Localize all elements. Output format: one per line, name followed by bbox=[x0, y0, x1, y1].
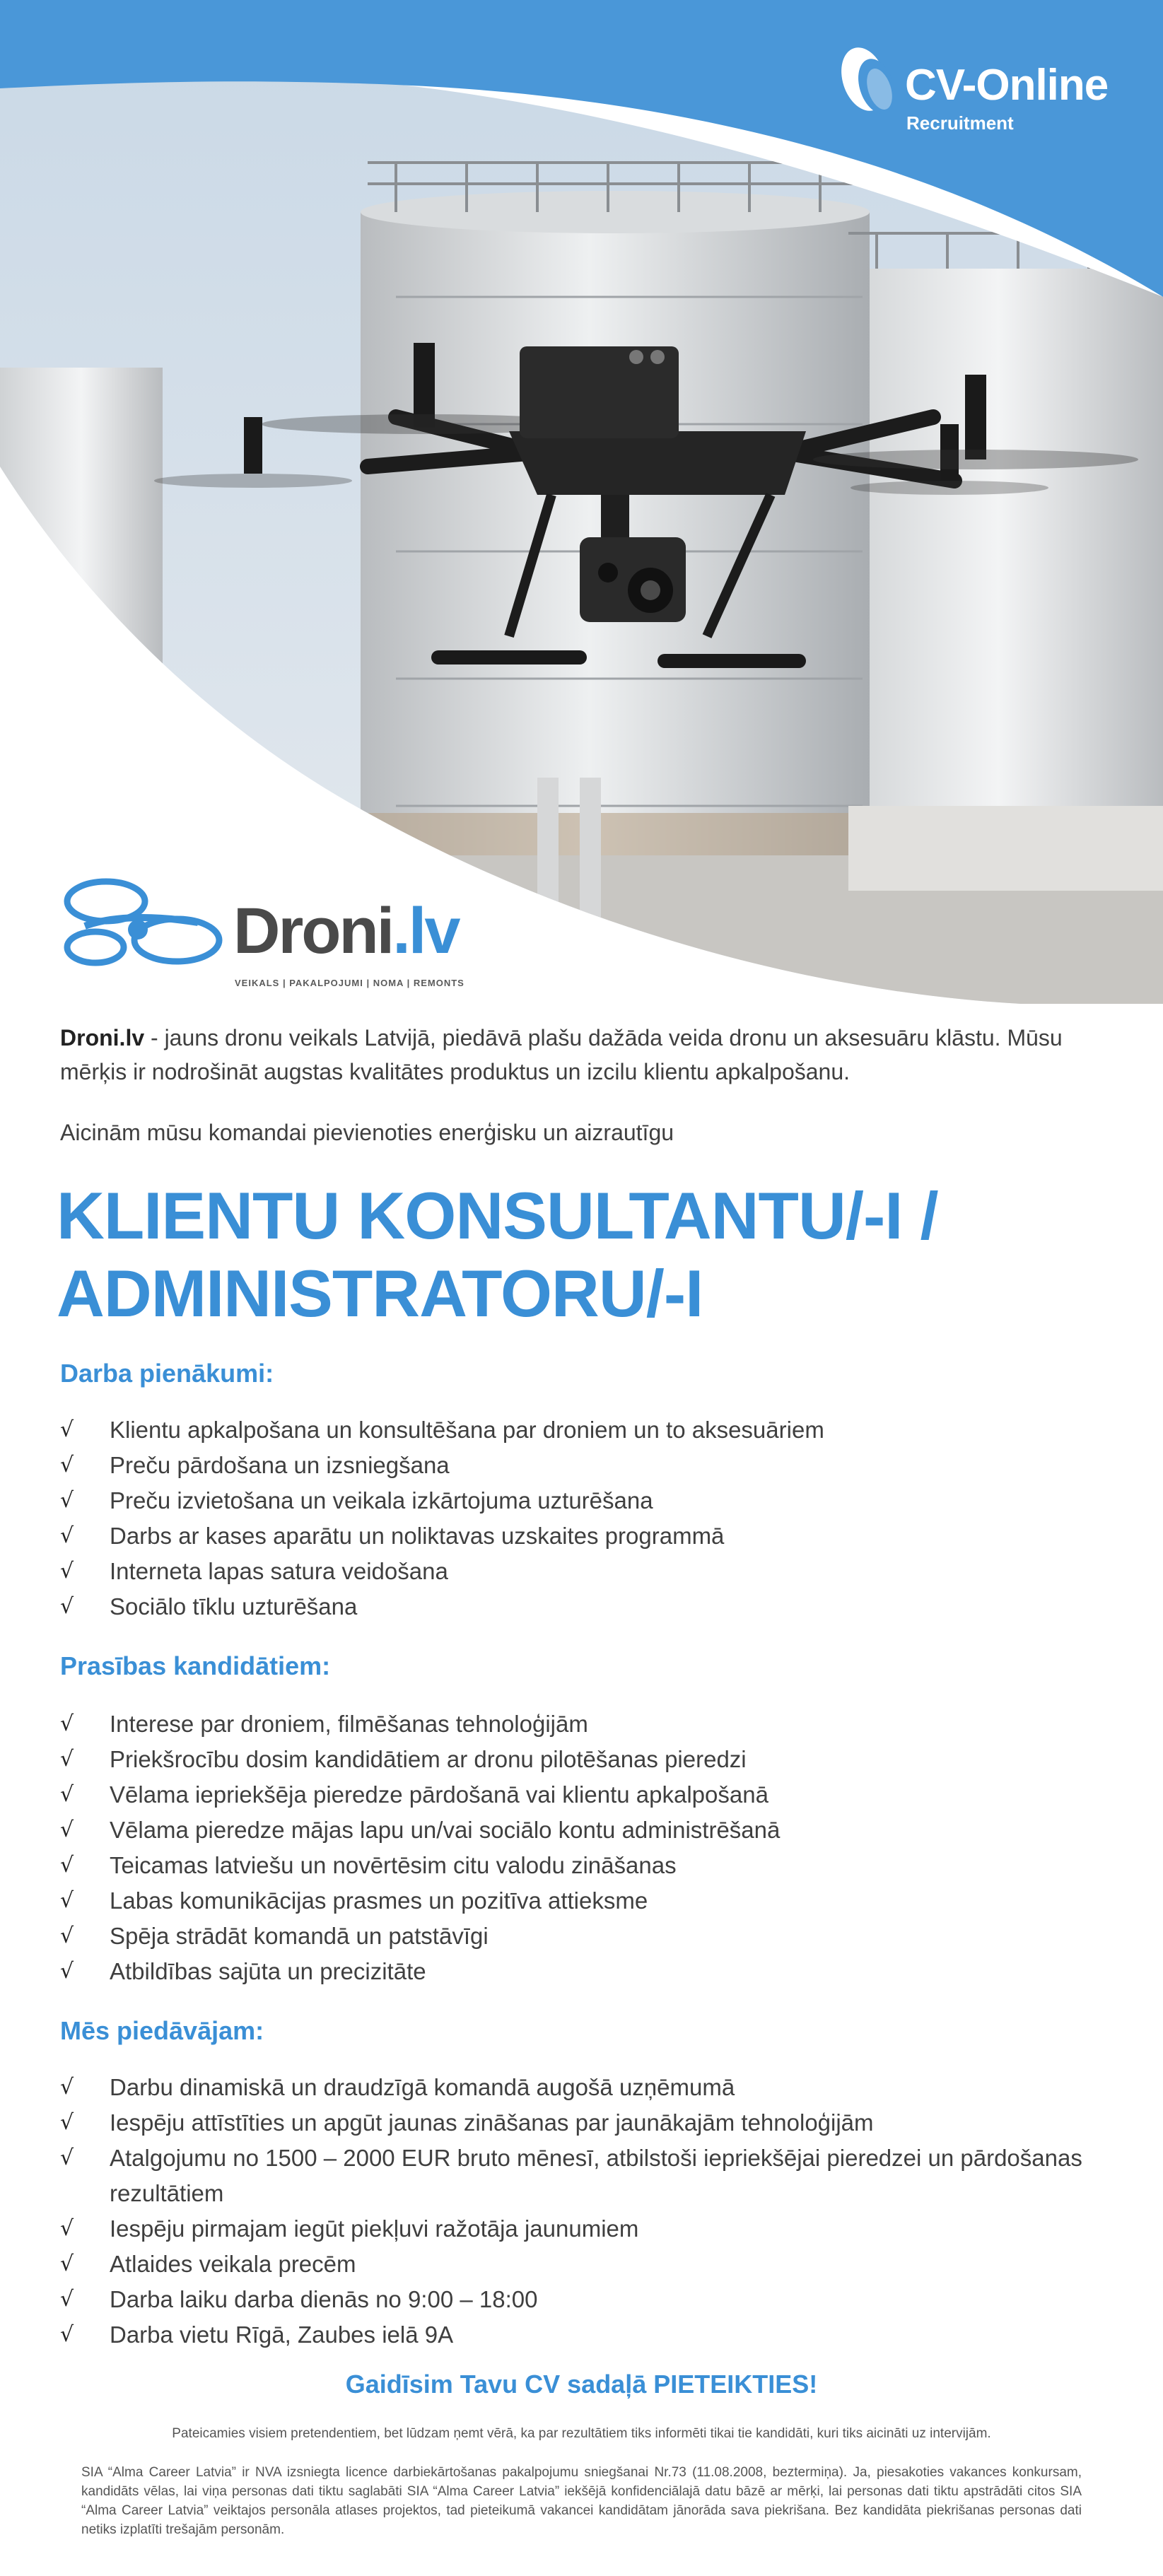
check-icon: √ bbox=[60, 1453, 74, 1477]
legal-disclaimer: SIA “Alma Career Latvia” ir NVA izsniegta licence darbiekārtošanas pakalpojumu sniegšanai Nr.73 (11.08.2008, beztermiņa). Ja, piesakoties vakances konkursam, kandidāts vēlas, lai viņa personas dati tiktu saglabāti SIA “Alma Career Latvia” iekšējā konfidenciālajā datu bāzē ar mērķi, lai personas dati tiktu apstrādāti citos SIA “Alma Career Latvia” veiktajos personāla atlases projektos, tad pieteikumā vakancei kandidātam jānorāda sava piekrišana. Bez kandidāta piekrišanas personas dati netiks izplatīti trešajām personām. bbox=[81, 2465, 1082, 2537]
list-item bbox=[60, 1742, 1135, 1777]
check-icon: √ bbox=[60, 2075, 74, 2100]
list-item bbox=[60, 2247, 1135, 2282]
droni-logo bbox=[57, 873, 495, 993]
list-item bbox=[60, 2070, 1135, 2105]
list-item bbox=[60, 1518, 1135, 1554]
check-icon: √ bbox=[60, 1417, 74, 1442]
list-item bbox=[60, 1883, 1135, 1919]
check-icon: √ bbox=[60, 2252, 74, 2276]
list-item-text: Darba vietu Rīgā, Zaubes ielā 9A bbox=[110, 2322, 454, 2348]
list-item bbox=[60, 1813, 1135, 1848]
check-icon: √ bbox=[60, 1888, 74, 1913]
droni-tld: .lv bbox=[392, 895, 459, 967]
list-item-text: Priekšrocību dosim kandidātiem ar dronu pilotēšanas pieredzi bbox=[110, 1746, 747, 1772]
cv-online-name: CV-Online bbox=[905, 61, 1109, 110]
list-item-text: Vēlama iepriekšēja pieredze pārdošanā vai klientu apkalpošanā bbox=[110, 1781, 768, 1808]
list-item bbox=[60, 1448, 1135, 1483]
intro-invite: Aicinām mūsu komandai pievienoties enerģisku un aizrautīgu bbox=[60, 1120, 674, 1145]
offer-list bbox=[60, 2070, 1135, 2353]
list-item bbox=[60, 2105, 1135, 2141]
list-item-text: Interneta lapas satura veidošana bbox=[110, 1558, 448, 1584]
list-item-text: Klientu apkalpošana un konsultēšana par droniem un to aksesuāriem bbox=[110, 1417, 824, 1443]
list-item bbox=[60, 1554, 1135, 1589]
intro-paragraph bbox=[60, 1021, 1114, 1089]
check-icon: √ bbox=[60, 2322, 74, 2347]
list-item-text: Interese par droniem, filmēšanas tehnoloģijām bbox=[110, 1711, 588, 1737]
list-item bbox=[60, 1848, 1135, 1883]
check-icon: √ bbox=[60, 1594, 74, 1619]
list-item-text: Atlaides veikala precēm bbox=[110, 2251, 356, 2277]
list-item bbox=[60, 2282, 1135, 2317]
thanks-note: Pateicamies visiem pretendentiem, bet lūdzam ņemt vērā, ka par rezultātiem tiks informēti tikai tie kandidāti, kuri tiks aicināti uz intervijām. bbox=[172, 2426, 991, 2441]
check-icon: √ bbox=[60, 1711, 74, 1736]
check-icon: √ bbox=[60, 1782, 74, 1807]
cv-online-logo bbox=[834, 39, 1131, 145]
requirements-list bbox=[60, 1706, 1135, 1989]
list-item bbox=[60, 1706, 1135, 1742]
list-item bbox=[60, 1919, 1135, 1954]
check-icon: √ bbox=[60, 1853, 74, 1878]
cv-online-sub: Recruitment bbox=[906, 112, 1014, 134]
list-item-text: Darba laiku darba dienās no 9:00 – 18:00 bbox=[110, 2286, 538, 2312]
list-item-text: Iespēju pirmajam iegūt piekļuvi ražotāja jaunumiem bbox=[110, 2215, 639, 2242]
apply-call-to-action[interactable]: Gaidīsim Tavu CV sadaļā PIETEIKTIES! bbox=[345, 2370, 818, 2399]
check-icon: √ bbox=[60, 1523, 74, 1548]
list-item-text: Darbs ar kases aparātu un noliktavas uzskaites programmā bbox=[110, 1523, 725, 1549]
list-item-text: Iespēju attīstīties un apgūt jaunas zināšanas par jaunākajām tehnoloģijām bbox=[110, 2109, 874, 2136]
check-icon: √ bbox=[60, 2110, 74, 2135]
requirements-heading: Prasības kandidātiem: bbox=[60, 1651, 331, 1680]
list-item bbox=[60, 2211, 1135, 2247]
intro-company: Droni.lv bbox=[60, 1025, 145, 1050]
drone-logo-icon bbox=[57, 873, 233, 979]
check-icon: √ bbox=[60, 1924, 74, 1948]
check-icon: √ bbox=[60, 2287, 74, 2312]
list-item bbox=[60, 2317, 1135, 2353]
list-item bbox=[60, 1777, 1135, 1813]
job-title-line1: KLIENTU KONSULTANTU/-I / bbox=[57, 1178, 938, 1253]
intro-description: - jauns dronu veikals Latvijā, piedāvā plašu dažāda veida dronu un aksesuāru klāstu. Mūsu mērķis ir nodrošināt augstas kvalitātes produktus un izcilu klientu apkalpošanu. bbox=[60, 1025, 1063, 1084]
check-icon: √ bbox=[60, 1559, 74, 1583]
list-item bbox=[60, 1412, 1135, 1448]
list-item-text: Labas komunikācijas prasmes un pozitīva attieksme bbox=[110, 1887, 648, 1914]
droni-tagline: VEIKALS | PAKALPOJUMI | NOMA | REMONTS bbox=[235, 978, 464, 988]
list-item-text: Darbu dinamiskā un draudzīgā komandā augošā uzņēmumā bbox=[110, 2074, 735, 2100]
list-item-text: Sociālo tīklu uzturēšana bbox=[110, 1593, 358, 1620]
list-item-text: Vēlama pieredze mājas lapu un/vai sociālo kontu administrēšanā bbox=[110, 1817, 781, 1843]
list-item bbox=[60, 1483, 1135, 1518]
duties-list bbox=[60, 1412, 1135, 1624]
check-icon: √ bbox=[60, 1488, 74, 1513]
list-item bbox=[60, 2141, 1135, 2211]
check-icon: √ bbox=[60, 1817, 74, 1842]
list-item-text: Preču pārdošana un izsniegšana bbox=[110, 1452, 450, 1478]
check-icon: √ bbox=[60, 2145, 74, 2170]
list-item bbox=[60, 1589, 1135, 1624]
job-title bbox=[57, 1177, 1131, 1333]
job-title-line2: ADMINISTRATORU/-I bbox=[57, 1256, 703, 1330]
check-icon: √ bbox=[60, 1959, 74, 1984]
list-item bbox=[60, 1954, 1135, 1989]
list-item-text: Preču izvietošana un veikala izkārtojuma uzturēšana bbox=[110, 1487, 653, 1514]
droni-word: Droni bbox=[233, 895, 393, 967]
list-item-text: Atbildības sajūta un precizitāte bbox=[110, 1958, 426, 1984]
cv-online-mark-icon bbox=[834, 42, 901, 120]
offer-heading: Mēs piedāvājam: bbox=[60, 2016, 264, 2045]
list-item-text: Spēja strādāt komandā un patstāvīgi bbox=[110, 1923, 489, 1949]
droni-wordmark bbox=[233, 894, 459, 968]
list-item-text: Atalgojumu no 1500 – 2000 EUR bruto mēnesī, atbilstoši iepriekšējai pieredzei un pārdošanas rezultātiem bbox=[110, 2145, 1082, 2206]
hero-banner bbox=[0, 0, 1163, 1004]
check-icon: √ bbox=[60, 1747, 74, 1772]
duties-heading: Darba pienākumi: bbox=[60, 1359, 274, 1388]
list-item-text: Teicamas latviešu un novērtēsim citu valodu zināšanas bbox=[110, 1852, 677, 1878]
check-icon: √ bbox=[60, 2216, 74, 2241]
